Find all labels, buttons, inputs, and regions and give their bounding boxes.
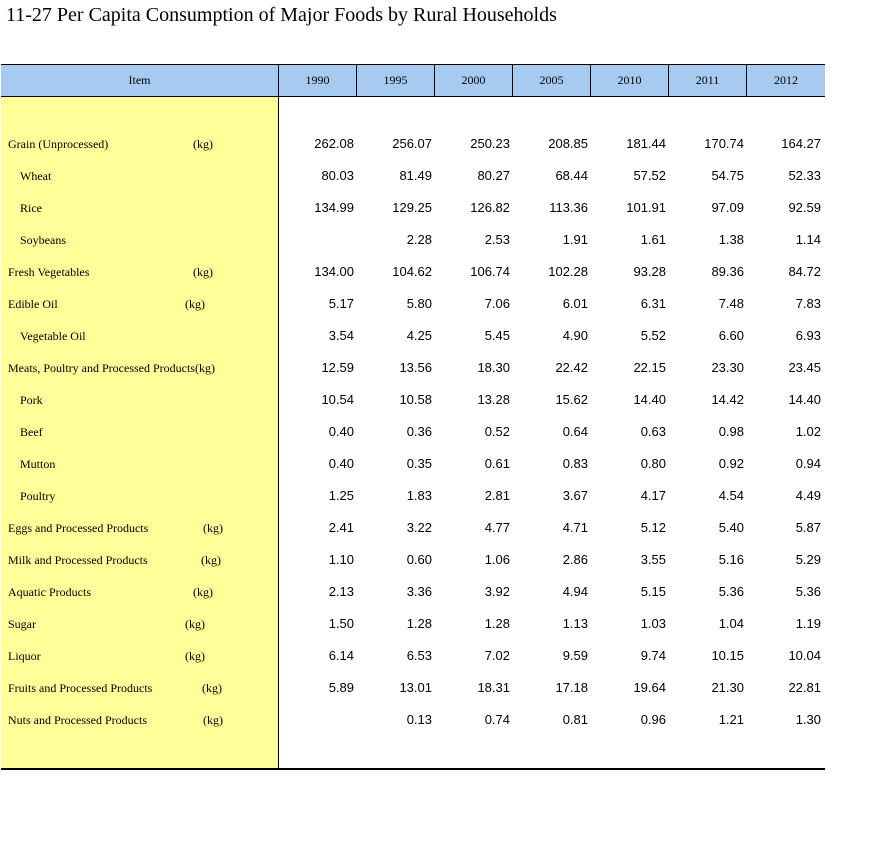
row-unit: (kg) [185,617,205,631]
header-divider [590,65,591,96]
cell-value: 3.67 [562,488,588,503]
cell-value: 80.03 [321,168,354,183]
consumption-table [1,64,825,769]
row-unit: (kg) [193,137,213,151]
cell-value: 104.62 [392,264,432,279]
cell-value: 1.61 [640,232,666,247]
cell-value: 1.03 [640,616,666,631]
cell-value: 10.15 [711,648,744,663]
cell-value: 0.36 [406,424,432,439]
cell-value: 5.87 [795,520,821,535]
header-divider [356,65,357,96]
cell-value: 5.36 [795,584,821,599]
row-label: Eggs and Processed Products [8,521,149,535]
cell-value: 126.82 [470,200,510,215]
cell-value: 0.61 [484,456,510,471]
cell-value: 23.45 [788,360,821,375]
cell-value: 0.81 [562,712,588,727]
cell-value: 0.96 [640,712,666,727]
row-unit: (kg) [185,649,205,663]
table-row [1,289,825,321]
cell-value: 5.40 [718,520,744,535]
cell-value: 4.71 [562,520,588,535]
header-year: 2011 [695,73,720,87]
table-row [1,641,825,673]
cell-value: 106.74 [470,264,510,279]
cell-value: 4.90 [562,328,588,343]
cell-value: 7.83 [795,296,821,311]
cell-value: 250.23 [470,136,510,151]
cell-value: 5.29 [795,552,821,567]
table-row [1,513,825,545]
cell-value: 1.10 [328,552,354,567]
page-title: 11-27 Per Capita Consumption of Major Foods by Rural Households [6,4,557,26]
cell-value: 0.35 [406,456,432,471]
cell-value: 4.77 [484,520,510,535]
cell-value: 22.42 [555,360,588,375]
row-label: Fresh Vegetables [8,265,90,279]
cell-value: 5.89 [328,680,354,695]
table-row [1,129,825,161]
cell-value: 1.06 [484,552,510,567]
header-year: 2012 [774,73,798,87]
cell-value: 9.74 [640,648,666,663]
cell-value: 0.98 [718,424,744,439]
cell-value: 93.28 [633,264,666,279]
cell-value: 0.60 [406,552,432,567]
cell-value: 14.40 [633,392,666,407]
cell-value: 170.74 [704,136,744,151]
cell-value: 1.14 [795,232,821,247]
cell-value: 113.36 [549,200,588,215]
table-row [1,705,825,737]
row-label: Mutton [20,457,56,471]
table-row [1,353,825,385]
row-label: Meats, Poultry and Processed Products(kg) [8,361,215,375]
cell-value: 0.52 [484,424,510,439]
row-label: Aquatic Products [8,585,91,599]
cell-value: 22.15 [633,360,666,375]
cell-value: 4.49 [795,488,821,503]
cell-value: 19.64 [633,680,666,695]
cell-value: 2.13 [328,584,354,599]
cell-value: 0.80 [640,456,666,471]
cell-value: 18.30 [477,360,510,375]
header-year: 1995 [383,73,408,87]
table-row [1,481,825,513]
cell-value: 21.30 [711,680,744,695]
cell-value: 81.49 [399,168,432,183]
cell-value: 5.15 [640,584,666,599]
row-unit: (kg) [203,713,223,727]
cell-value: 1.04 [718,616,744,631]
cell-value: 17.18 [555,680,588,695]
cell-value: 1.50 [328,616,354,631]
cell-value: 6.31 [640,296,666,311]
cell-value: 89.36 [711,264,744,279]
cell-value: 6.60 [718,328,744,343]
row-label: Pork [20,393,43,407]
table-row [1,417,825,449]
table-row [1,257,825,289]
cell-value: 23.30 [711,360,744,375]
row-label: Beef [20,425,43,439]
cell-value: 134.99 [314,200,354,215]
cell-value: 5.45 [484,328,510,343]
header-year: 2010 [617,73,642,87]
cell-value: 18.31 [477,680,510,695]
cell-value: 7.48 [718,296,744,311]
cell-value: 1.19 [795,616,821,631]
cell-value: 1.02 [795,424,821,439]
header-item: Item [128,73,151,87]
table-bottom-border [1,768,825,770]
cell-value: 1.25 [328,488,354,503]
cell-value: 0.63 [640,424,666,439]
cell-value: 6.01 [562,296,588,311]
cell-value: 1.28 [484,616,510,631]
cell-value: 68.44 [555,168,588,183]
cell-value: 5.17 [328,296,354,311]
cell-value: 208.85 [548,136,588,151]
table-row [1,385,825,417]
table-row [1,673,825,705]
cell-value: 101.91 [626,200,666,215]
header-year: 1990 [305,73,330,87]
cell-value: 0.74 [484,712,510,727]
cell-value: 13.28 [477,392,510,407]
header-divider [746,65,747,96]
cell-value: 15.62 [555,392,588,407]
cell-value: 7.02 [484,648,510,663]
cell-value: 102.28 [548,264,588,279]
row-unit: (kg) [193,585,213,599]
table-row [1,225,825,257]
cell-value: 14.42 [711,392,744,407]
cell-value: 164.27 [781,136,821,151]
cell-value: 1.83 [406,488,432,503]
cell-value: 3.92 [484,584,510,599]
cell-value: 6.53 [406,648,432,663]
cell-value: 3.55 [640,552,666,567]
cell-value: 10.58 [399,392,432,407]
table-row [1,545,825,577]
cell-value: 10.04 [788,648,821,663]
cell-value: 262.08 [314,136,354,151]
cell-value: 2.53 [484,232,510,247]
row-label: Grain (Unprocessed) [8,137,109,151]
table-row [1,609,825,641]
row-unit: (kg) [193,265,213,279]
row-label: Soybeans [20,233,66,247]
cell-value: 12.59 [321,360,354,375]
cell-value: 5.52 [640,328,666,343]
cell-value: 0.64 [562,424,588,439]
header-divider [668,65,669,96]
cell-value: 4.94 [562,584,588,599]
cell-value: 80.27 [477,168,510,183]
cell-value: 6.93 [795,328,821,343]
row-unit: (kg) [203,521,223,535]
cell-value: 4.54 [718,488,744,503]
row-label: Poultry [20,489,56,503]
table-row [1,321,825,353]
row-label: Edible Oil [8,297,58,311]
cell-value: 52.33 [788,168,821,183]
row-label: Rice [20,201,42,215]
cell-value: 14.40 [788,392,821,407]
row-label: Fruits and Processed Products [8,681,153,695]
cell-value: 0.83 [562,456,588,471]
header-year: 2005 [539,73,564,87]
cell-value: 3.36 [406,584,432,599]
table-row [1,161,825,193]
row-unit: (kg) [201,553,221,567]
cell-value: 256.07 [392,136,432,151]
table-row [1,449,825,481]
row-label: Milk and Processed Products [8,553,148,567]
cell-value: 3.54 [328,328,354,343]
table-row [1,577,825,609]
cell-value: 5.36 [718,584,744,599]
cell-value: 6.14 [328,648,354,663]
cell-value: 1.91 [562,232,588,247]
cell-value: 0.92 [718,456,744,471]
cell-value: 84.72 [788,264,821,279]
cell-value: 57.52 [633,168,666,183]
cell-value: 2.28 [406,232,432,247]
row-label: Nuts and Processed Products [8,713,147,727]
cell-value: 13.56 [399,360,432,375]
cell-value: 0.13 [406,712,432,727]
cell-value: 13.01 [399,680,432,695]
cell-value: 0.40 [328,456,354,471]
row-label: Sugar [8,617,36,631]
cell-value: 5.12 [640,520,666,535]
table-row [1,193,825,225]
cell-value: 1.38 [718,232,744,247]
cell-value: 4.25 [406,328,432,343]
cell-value: 7.06 [484,296,510,311]
cell-value: 3.22 [406,520,432,535]
cell-value: 129.25 [392,200,432,215]
cell-value: 181.44 [626,136,666,151]
cell-value: 9.59 [562,648,588,663]
header-divider [434,65,435,96]
row-label: Liquor [8,649,41,663]
cell-value: 5.16 [718,552,744,567]
cell-value: 0.40 [328,424,354,439]
cell-value: 92.59 [788,200,821,215]
cell-value: 54.75 [711,168,744,183]
cell-value: 5.80 [406,296,432,311]
row-label: Vegetable Oil [20,329,86,343]
cell-value: 134.00 [314,264,354,279]
row-unit: (kg) [185,297,205,311]
header-year: 2000 [461,73,486,87]
cell-value: 2.81 [484,488,510,503]
cell-value: 0.94 [795,456,821,471]
header-divider [278,65,279,96]
cell-value: 22.81 [788,680,821,695]
cell-value: 10.54 [321,392,354,407]
header-divider [512,65,513,96]
cell-value: 1.21 [718,712,744,727]
cell-value: 4.17 [640,488,666,503]
cell-value: 2.86 [562,552,588,567]
cell-value: 1.28 [406,616,432,631]
cell-value: 2.41 [328,520,354,535]
row-label: Wheat [20,169,52,183]
cell-value: 1.13 [562,616,588,631]
row-unit: (kg) [202,681,222,695]
cell-value: 1.30 [795,712,821,727]
cell-value: 97.09 [711,200,744,215]
